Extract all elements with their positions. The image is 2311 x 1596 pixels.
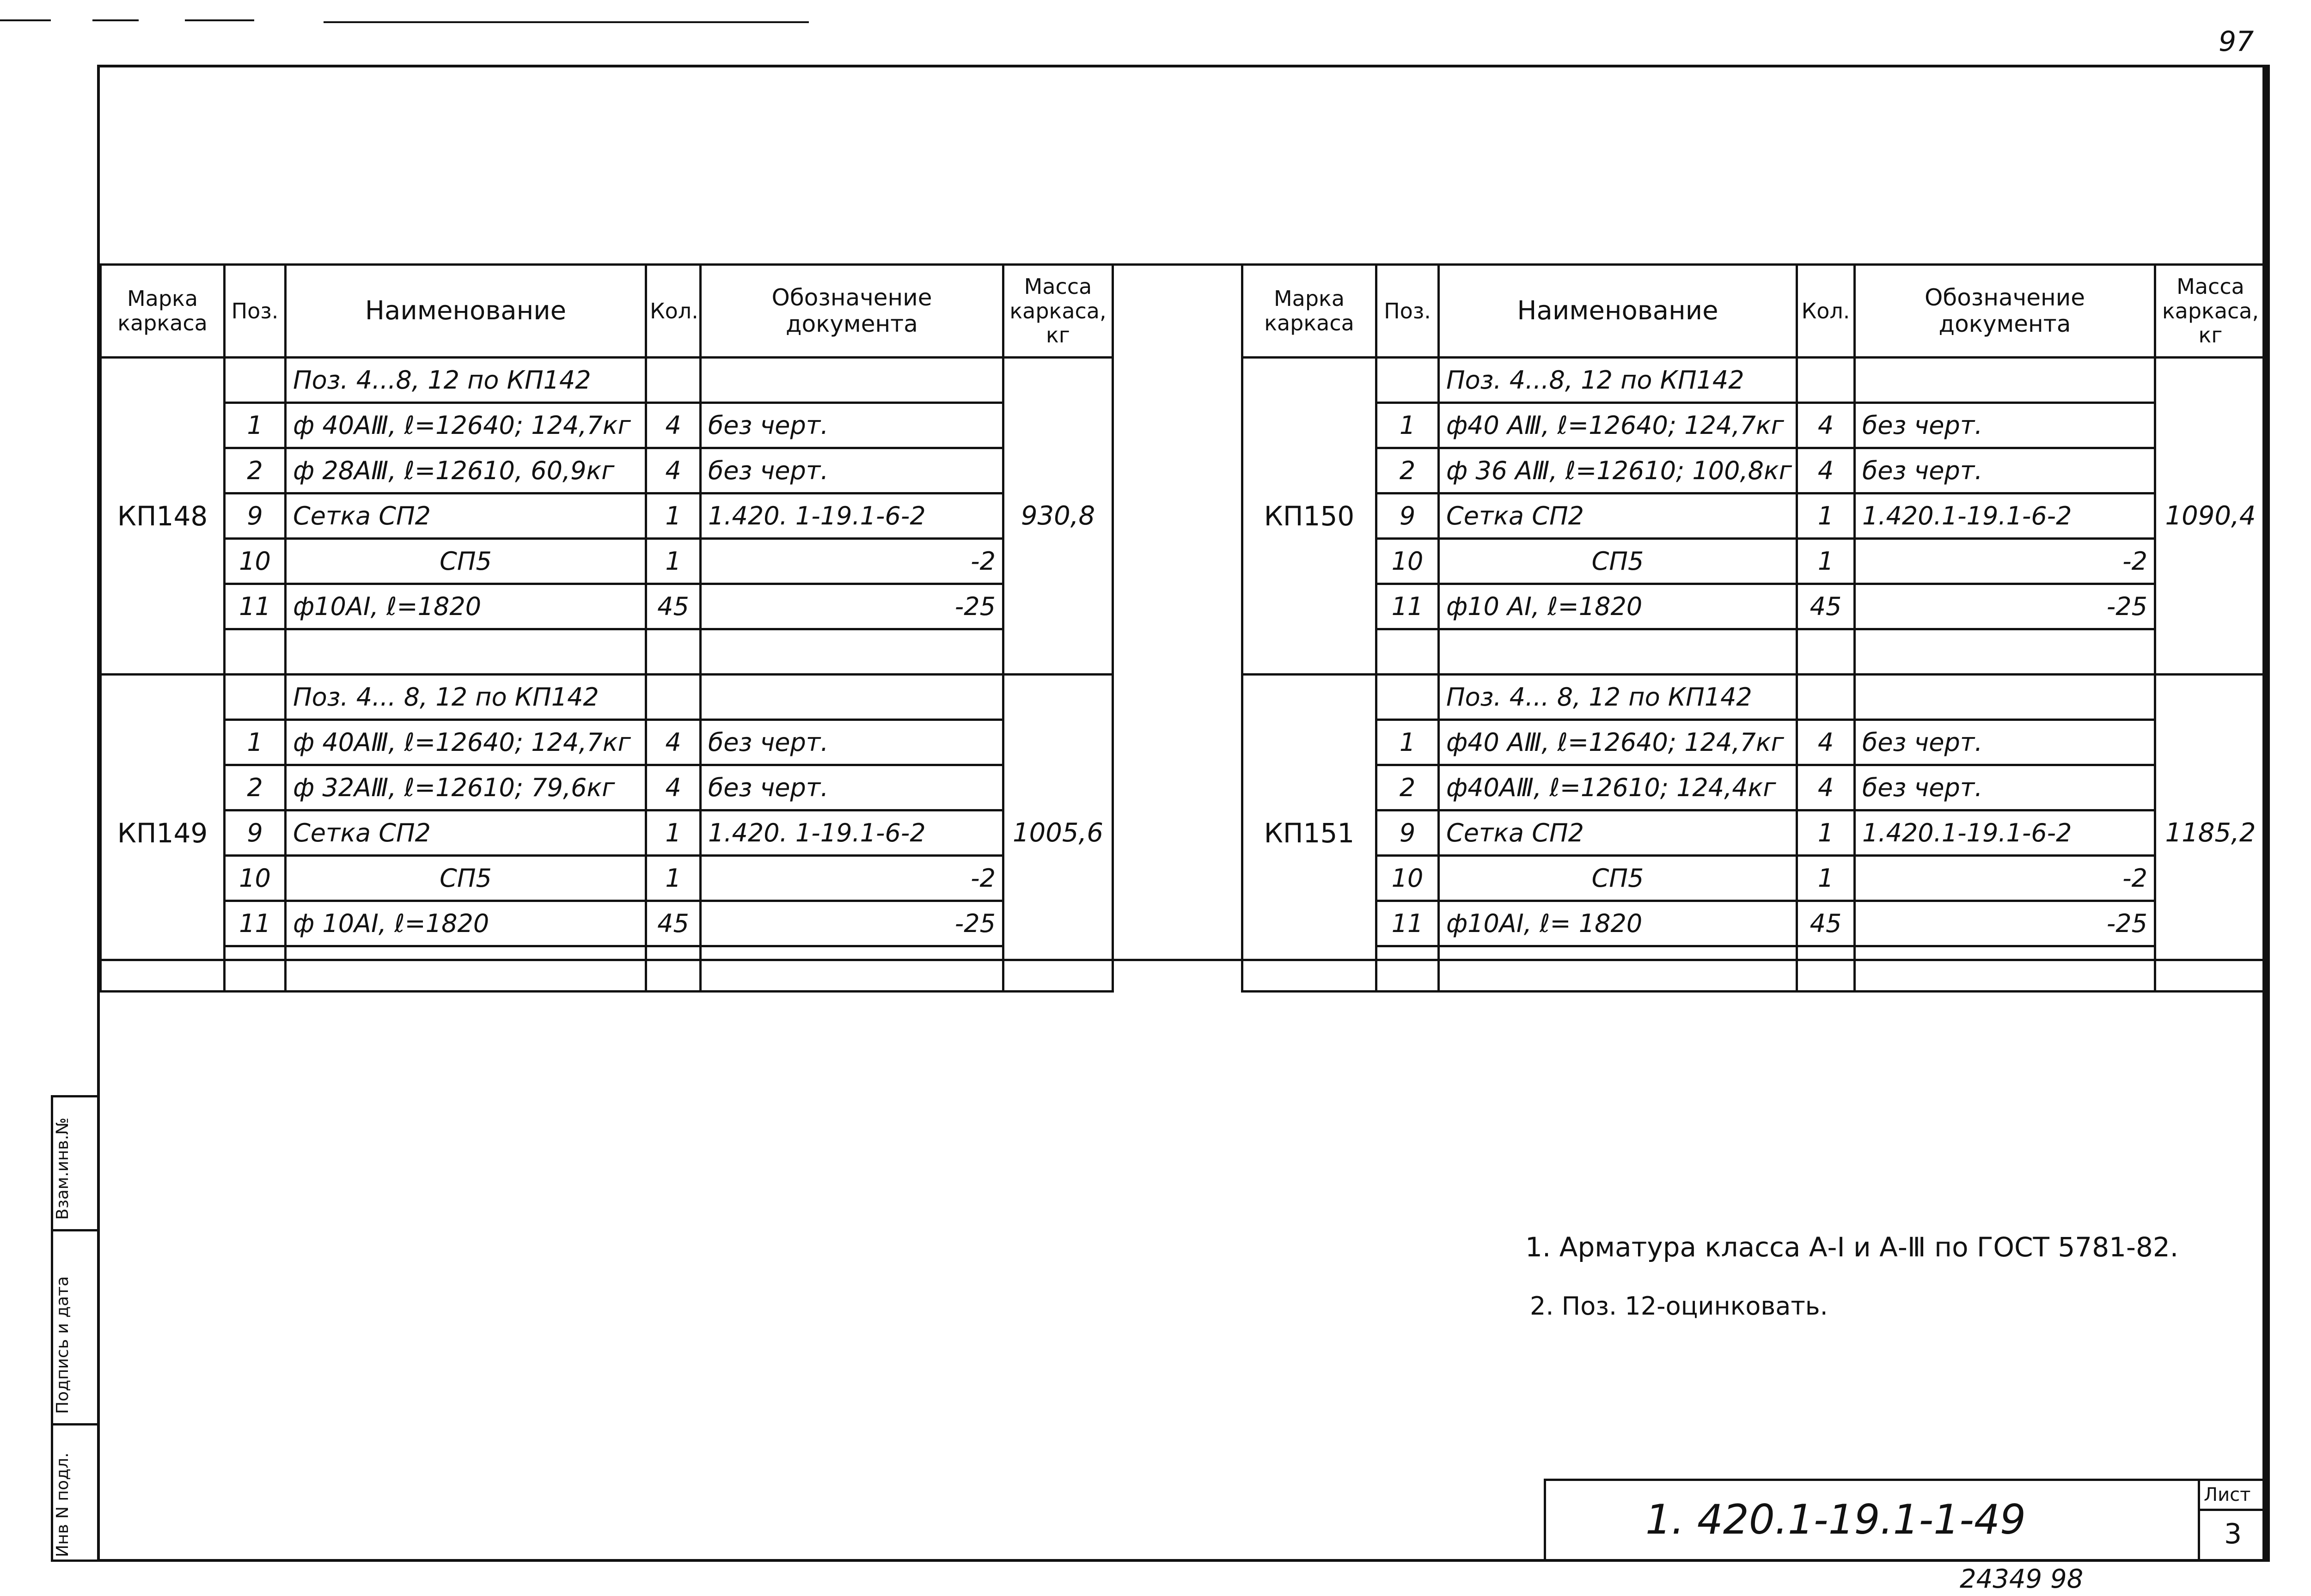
row-qty: 4 [646, 448, 701, 493]
note-1: 1. Арматура класса А-Ⅰ и А-Ⅲ по ГОСТ 5781-82. [1525, 1231, 2179, 1263]
side-stamp-divider [51, 1229, 99, 1231]
row-name: ф10 АⅠ, ℓ=1820 [1439, 584, 1797, 629]
row-pos: 9 [1376, 493, 1439, 539]
row-doc: 1.420.1-19.1-6-2 [1855, 810, 2155, 856]
row-doc: без черт. [701, 765, 1003, 810]
table-row [101, 856, 1113, 901]
row-name: ф40 АⅢ, ℓ=12640; 124,7кг [1439, 403, 1797, 448]
row-name: СП5 [286, 539, 646, 584]
spec-table-left [99, 263, 1114, 993]
row-qty: 4 [1797, 720, 1855, 765]
row-doc [701, 629, 1003, 675]
row-name: СП5 [1439, 539, 1797, 584]
row-doc [1855, 629, 2155, 675]
row-pos: 9 [225, 493, 286, 539]
frame-mass: 1005,6 [1003, 675, 1113, 992]
top-corner-mark: 97 [2219, 25, 2254, 58]
row-qty: 1 [1797, 810, 1855, 856]
top-dash [92, 19, 139, 21]
spec-table-right [1241, 263, 2267, 993]
sheet-number: 3 [2224, 1518, 2242, 1550]
row-qty [646, 358, 701, 403]
row-doc: без черт. [1855, 448, 2155, 493]
row-doc: 1.420. 1-19.1-6-2 [701, 493, 1003, 539]
row-doc: -2 [701, 856, 1003, 901]
header-name: Наименование [286, 265, 646, 358]
row-doc: -25 [701, 584, 1003, 629]
row-pos: 10 [225, 856, 286, 901]
header-name: Наименование [1439, 265, 1797, 358]
side-stamp-vzam: Взам.инв.№ [53, 1117, 72, 1220]
header-doc: Обозначение документа [1855, 265, 2155, 358]
row-qty [1797, 358, 1855, 403]
table-row [101, 448, 1113, 493]
frame-mark: КП149 [101, 675, 225, 992]
row-name: ф 28АⅢ, ℓ=12610, 60,9кг [286, 448, 646, 493]
doc-code: 1. 420.1-19.1-1-49 [1645, 1496, 2026, 1543]
table-row [1242, 539, 2266, 584]
row-name [286, 946, 646, 992]
row-qty: 4 [646, 720, 701, 765]
table-row [101, 675, 1113, 720]
row-pos [1376, 675, 1439, 720]
row-pos: 11 [1376, 901, 1439, 946]
row-name: Поз. 4... 8, 12 по КП142 [286, 675, 646, 720]
row-doc: -2 [1855, 539, 2155, 584]
bottom-number: 24349 98 [1960, 1564, 2084, 1594]
table-row [101, 584, 1113, 629]
row-name: ф 40АⅢ, ℓ=12640; 124,7кг [286, 720, 646, 765]
table-row [101, 901, 1113, 946]
frame-mark: КП151 [1242, 675, 1376, 992]
row-pos [1376, 946, 1439, 992]
row-doc: 1.420. 1-19.1-6-2 [701, 810, 1003, 856]
row-name: ф 40АⅢ, ℓ=12640; 124,7кг [286, 403, 646, 448]
row-name [286, 629, 646, 675]
row-doc: без черт. [1855, 720, 2155, 765]
frame-mark: КП150 [1242, 358, 1376, 675]
row-qty [1797, 675, 1855, 720]
row-doc: без черт. [701, 448, 1003, 493]
row-qty: 1 [1797, 539, 1855, 584]
row-doc: без черт. [701, 403, 1003, 448]
row-qty [1797, 946, 1855, 992]
frame-mass: 1185,2 [2155, 675, 2266, 992]
table-row [1242, 675, 2266, 720]
table-row [1242, 358, 2266, 403]
row-name: ф40 АⅢ, ℓ=12640; 124,7кг [1439, 720, 1797, 765]
row-doc: без черт. [1855, 765, 2155, 810]
row-doc [701, 358, 1003, 403]
top-dash [324, 21, 809, 23]
header-mark: Марка каркаса [1242, 265, 1376, 358]
row-pos [225, 675, 286, 720]
row-pos [225, 358, 286, 403]
row-pos [225, 629, 286, 675]
row-qty: 1 [1797, 856, 1855, 901]
row-qty: 1 [646, 539, 701, 584]
header-mark: Марка каркаса [101, 265, 225, 358]
row-qty: 45 [1797, 584, 1855, 629]
row-qty: 45 [646, 584, 701, 629]
row-name: Сетка СП2 [1439, 810, 1797, 856]
row-name [1439, 946, 1797, 992]
row-name: ф10АⅠ, ℓ= 1820 [1439, 901, 1797, 946]
table-row [101, 629, 1113, 675]
row-pos: 9 [1376, 810, 1439, 856]
row-name: Сетка СП2 [1439, 493, 1797, 539]
row-doc: -25 [1855, 901, 2155, 946]
table-row [1242, 584, 2266, 629]
frame-mass: 930,8 [1003, 358, 1113, 675]
row-pos: 1 [1376, 403, 1439, 448]
sheet-label: Лист [2204, 1484, 2251, 1505]
row-doc: -25 [1855, 584, 2155, 629]
header-mass: Масса каркаса, кг [1003, 265, 1113, 358]
row-qty [646, 675, 701, 720]
table-row [1242, 901, 2266, 946]
header-pos: Поз. [225, 265, 286, 358]
row-name: Сетка СП2 [286, 493, 646, 539]
row-name: ф 32АⅢ, ℓ=12610; 79,6кг [286, 765, 646, 810]
row-pos: 2 [1376, 448, 1439, 493]
table-header-row [1242, 265, 2266, 358]
row-qty: 1 [1797, 493, 1855, 539]
top-dash [0, 19, 51, 21]
row-pos [1376, 358, 1439, 403]
table-row [1242, 946, 2266, 992]
row-qty: 4 [1797, 448, 1855, 493]
row-pos: 10 [225, 539, 286, 584]
header-qty: Кол. [1797, 265, 1855, 358]
header-mass: Масса каркаса, кг [2155, 265, 2266, 358]
row-name: СП5 [1439, 856, 1797, 901]
row-doc: -2 [701, 539, 1003, 584]
table-row [1242, 448, 2266, 493]
note-2: 2. Поз. 12-оцинковать. [1530, 1291, 1828, 1321]
row-name: ф 10АⅠ, ℓ=1820 [286, 901, 646, 946]
row-name: Поз. 4...8, 12 по КП142 [286, 358, 646, 403]
table-row [1242, 765, 2266, 810]
row-doc: -2 [1855, 856, 2155, 901]
title-block-divider [2198, 1479, 2200, 1562]
row-doc: без черт. [1855, 403, 2155, 448]
row-pos: 11 [1376, 584, 1439, 629]
row-pos: 11 [225, 584, 286, 629]
row-name: Сетка СП2 [286, 810, 646, 856]
table-row [101, 358, 1113, 403]
row-qty: 45 [1797, 901, 1855, 946]
row-name: Поз. 4...8, 12 по КП142 [1439, 358, 1797, 403]
row-qty: 1 [646, 810, 701, 856]
header-pos: Поз. [1376, 265, 1439, 358]
table-row [1242, 810, 2266, 856]
row-name: ф40АⅢ, ℓ=12610; 124,4кг [1439, 765, 1797, 810]
row-qty: 4 [1797, 765, 1855, 810]
row-doc [701, 675, 1003, 720]
row-pos [1376, 629, 1439, 675]
row-qty [646, 946, 701, 992]
row-pos: 2 [225, 765, 286, 810]
frame-mark: КП148 [101, 358, 225, 675]
side-stamp-divider [51, 1423, 99, 1425]
row-qty: 4 [646, 403, 701, 448]
table-row [101, 403, 1113, 448]
side-stamp-podpis: Подпись и дата [53, 1276, 72, 1414]
row-qty [1797, 629, 1855, 675]
header-qty: Кол. [646, 265, 701, 358]
row-name: ф 36 АⅢ, ℓ=12610; 100,8кг [1439, 448, 1797, 493]
row-name: Поз. 4... 8, 12 по КП142 [1439, 675, 1797, 720]
side-stamp-inv: Инв N подл. [53, 1452, 72, 1557]
row-pos: 1 [1376, 720, 1439, 765]
row-doc: -25 [701, 901, 1003, 946]
row-pos: 10 [1376, 856, 1439, 901]
row-name: СП5 [286, 856, 646, 901]
top-dash [185, 19, 254, 21]
row-pos: 2 [1376, 765, 1439, 810]
row-doc: без черт. [701, 720, 1003, 765]
row-pos: 1 [225, 720, 286, 765]
table-row [101, 765, 1113, 810]
table-row [1242, 493, 2266, 539]
row-pos: 10 [1376, 539, 1439, 584]
row-doc [701, 946, 1003, 992]
row-qty: 4 [646, 765, 701, 810]
table-row [1242, 720, 2266, 765]
table-row [101, 946, 1113, 992]
row-doc [1855, 946, 2155, 992]
header-doc: Обозначение документа [701, 265, 1003, 358]
table-header-row [101, 265, 1113, 358]
row-qty: 1 [646, 493, 701, 539]
row-qty [646, 629, 701, 675]
row-name [1439, 629, 1797, 675]
row-qty: 45 [646, 901, 701, 946]
table-row [1242, 629, 2266, 675]
table-row [101, 539, 1113, 584]
frame-mass: 1090,4 [2155, 358, 2266, 675]
table-row [1242, 856, 2266, 901]
title-block-divider [2198, 1509, 2269, 1511]
row-qty: 4 [1797, 403, 1855, 448]
table-row [101, 810, 1113, 856]
row-doc: 1.420.1-19.1-6-2 [1855, 493, 2155, 539]
row-qty: 1 [646, 856, 701, 901]
row-doc [1855, 358, 2155, 403]
row-pos: 1 [225, 403, 286, 448]
table-row [101, 720, 1113, 765]
row-pos: 9 [225, 810, 286, 856]
row-name: ф10АⅠ, ℓ=1820 [286, 584, 646, 629]
row-doc [1855, 675, 2155, 720]
row-pos: 2 [225, 448, 286, 493]
table-row [101, 493, 1113, 539]
table-row [1242, 403, 2266, 448]
row-pos: 11 [225, 901, 286, 946]
row-pos [225, 946, 286, 992]
